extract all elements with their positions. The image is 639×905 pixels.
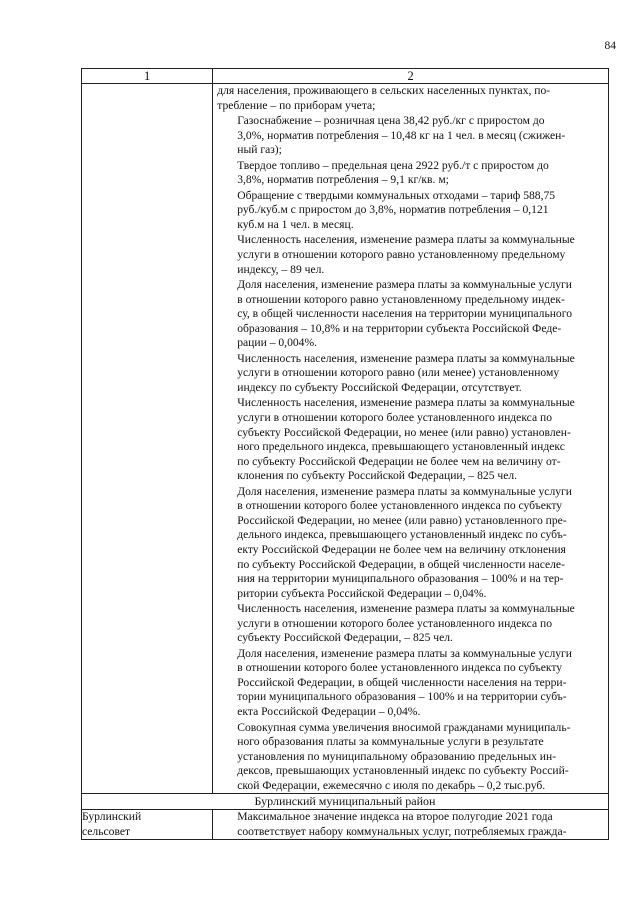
paragraph (217, 602, 605, 646)
column-header-2: 2 (213, 69, 609, 84)
text-line: Доля населения, изменение размера платы за коммунальные услуги (237, 278, 572, 292)
paragraph (217, 647, 605, 720)
text-line: Доля населения, изменение размера платы за коммунальные услуги (237, 484, 572, 498)
text-line: екта Российской Федерации – 0,04%. (237, 704, 421, 718)
text-line: Численность населения, изменение размера платы за коммунальные (237, 396, 575, 410)
text-line: Максимальное значение индекса на второе полугодие 2021 года (237, 810, 553, 824)
text-line: индексу по субъекту Российской Федерации, отсутствует. (237, 380, 522, 394)
text-line: ния на территории муниципального образования – 100% и на тер- (237, 572, 564, 586)
table-header-row (82, 69, 609, 84)
table-cell-text (213, 84, 609, 794)
paragraph (217, 485, 605, 601)
text-line: в отношении которого равно установленному предельному индек- (237, 292, 565, 306)
text-line: Твердое топливо – предельная цена 2922 руб./т с приростом до (237, 158, 549, 172)
text-line: ный газ); (237, 143, 282, 157)
paragraph (217, 189, 605, 233)
text-line: в отношении которого более установленного индекса по субъекту (237, 499, 563, 513)
text-line: услуги в отношении которого более установленного индекса по (237, 616, 553, 630)
text-line: ритории субъекта Российской Федерации – 0,04%. (237, 586, 487, 600)
paragraph (217, 84, 605, 113)
table-row (82, 84, 609, 794)
paragraph (217, 159, 605, 188)
text-line: субъекту Российской Федерации, – 825 чел. (237, 631, 453, 645)
text-line: Доля населения, изменение размера платы за коммунальные услуги (237, 646, 572, 660)
text-line: 3,0%, норматив потребления – 10,48 кг на 1 чел. в месяц (сжижен- (237, 128, 566, 142)
district-title: Бурлинский муниципальный район (82, 794, 609, 810)
paragraph (217, 396, 605, 483)
paragraph (217, 721, 605, 794)
text-line: ного предельного индекса, превышающего установленный индекс (237, 440, 565, 454)
text-line: 3,8%, норматив потребления – 9,1 кг/кв. м; (237, 173, 449, 187)
text-line: услуги в отношении которого равно (или менее) установленному (237, 366, 560, 380)
text-line: дельного индекса, превышающего установленный индекс по субъ- (237, 528, 567, 542)
table-cell-empty (82, 84, 213, 794)
paragraph (217, 352, 605, 396)
text-line: Численность населения, изменение размера платы за коммунальные (237, 233, 575, 247)
text-line: Российской Федерации, но менее (или равно) установленного пре- (237, 513, 567, 527)
text-line: для населения, проживающего в сельских населенных пунктах, по- (217, 84, 551, 97)
table-cell-text (213, 810, 609, 840)
text-line: су, в общей численности населения на территории муниципального (237, 307, 572, 321)
text-line: Газоснабжение – розничная цена 38,42 руб./кг с приростом до (237, 114, 545, 128)
text-line: Совокупная сумма увеличения вносимой гражданами муниципаль- (237, 720, 571, 734)
municipality-name-line: сельсовет (82, 824, 131, 838)
text-line: по субъекту Российской Федерации, в общей численности населе- (237, 557, 565, 571)
text-line: услуги в отношении которого равно установленному предельному (237, 248, 566, 262)
text-line: требление – по приборам учета; (217, 98, 376, 112)
page-number: 84 (604, 40, 616, 52)
table-row (82, 810, 609, 840)
paragraph (217, 114, 605, 158)
text-line: в отношении которого более установленного индекса по субъекту (237, 661, 563, 675)
text-line: екту Российской Федерации не более чем на величину отклонения (237, 542, 566, 556)
text-line: соответствует набору коммунальных услуг, потребляемых гражда- (237, 824, 567, 838)
text-line: Численность населения, изменение размера платы за коммунальные (237, 602, 575, 616)
text-line: услуги в отношении которого более установленного индекса по (237, 411, 553, 425)
text-line: руб./куб.м с приростом до 3,8%, норматив потребления – 0,121 (237, 203, 549, 217)
text-line: субъекту Российской Федерации, но менее (или равно) установлен- (237, 425, 571, 439)
paragraph-group (213, 84, 608, 793)
municipality-cell (82, 810, 213, 840)
text-line: ской Федерации, ежемесячно с июля по декабрь – 0,2 тыс.руб. (237, 778, 546, 792)
paragraph (217, 278, 605, 351)
text-line: образования – 10,8% и на территории субъекта Российской Феде- (237, 321, 562, 335)
text-line: ного образования платы за коммунальные услуги в результате (237, 735, 544, 749)
paragraph (217, 233, 605, 277)
municipality-name-line: Бурлинский (82, 810, 142, 824)
text-line: установления по муниципальному образованию предельных ин- (237, 749, 557, 763)
paragraph-group (213, 810, 608, 839)
tariff-table (81, 68, 609, 840)
column-header-1: 1 (82, 69, 213, 84)
text-line: тории муниципального образования – 100% и на территории субъ- (237, 690, 567, 704)
text-line: индексу, – 89 чел. (237, 262, 325, 276)
text-line: дексов, превышающих установленный индекс по субъекту Россий- (237, 764, 569, 778)
text-line: Российской Федерации, в общей численности населения на терри- (237, 675, 567, 689)
text-line: по субъекту Российской Федерации не более чем на величину от- (237, 454, 561, 468)
text-line: рации – 0,004%. (237, 336, 318, 350)
text-line: Обращение с твердыми коммунальных отходами – тариф 588,75 (237, 188, 556, 202)
district-row (82, 794, 609, 810)
text-line: клонения по субъекту Российской Федерации, – 825 чел. (237, 469, 518, 483)
text-line: куб.м на 1 чел. в месяц. (237, 217, 354, 231)
text-line: Численность населения, изменение размера платы за коммунальные (237, 351, 575, 365)
paragraph (217, 810, 605, 839)
